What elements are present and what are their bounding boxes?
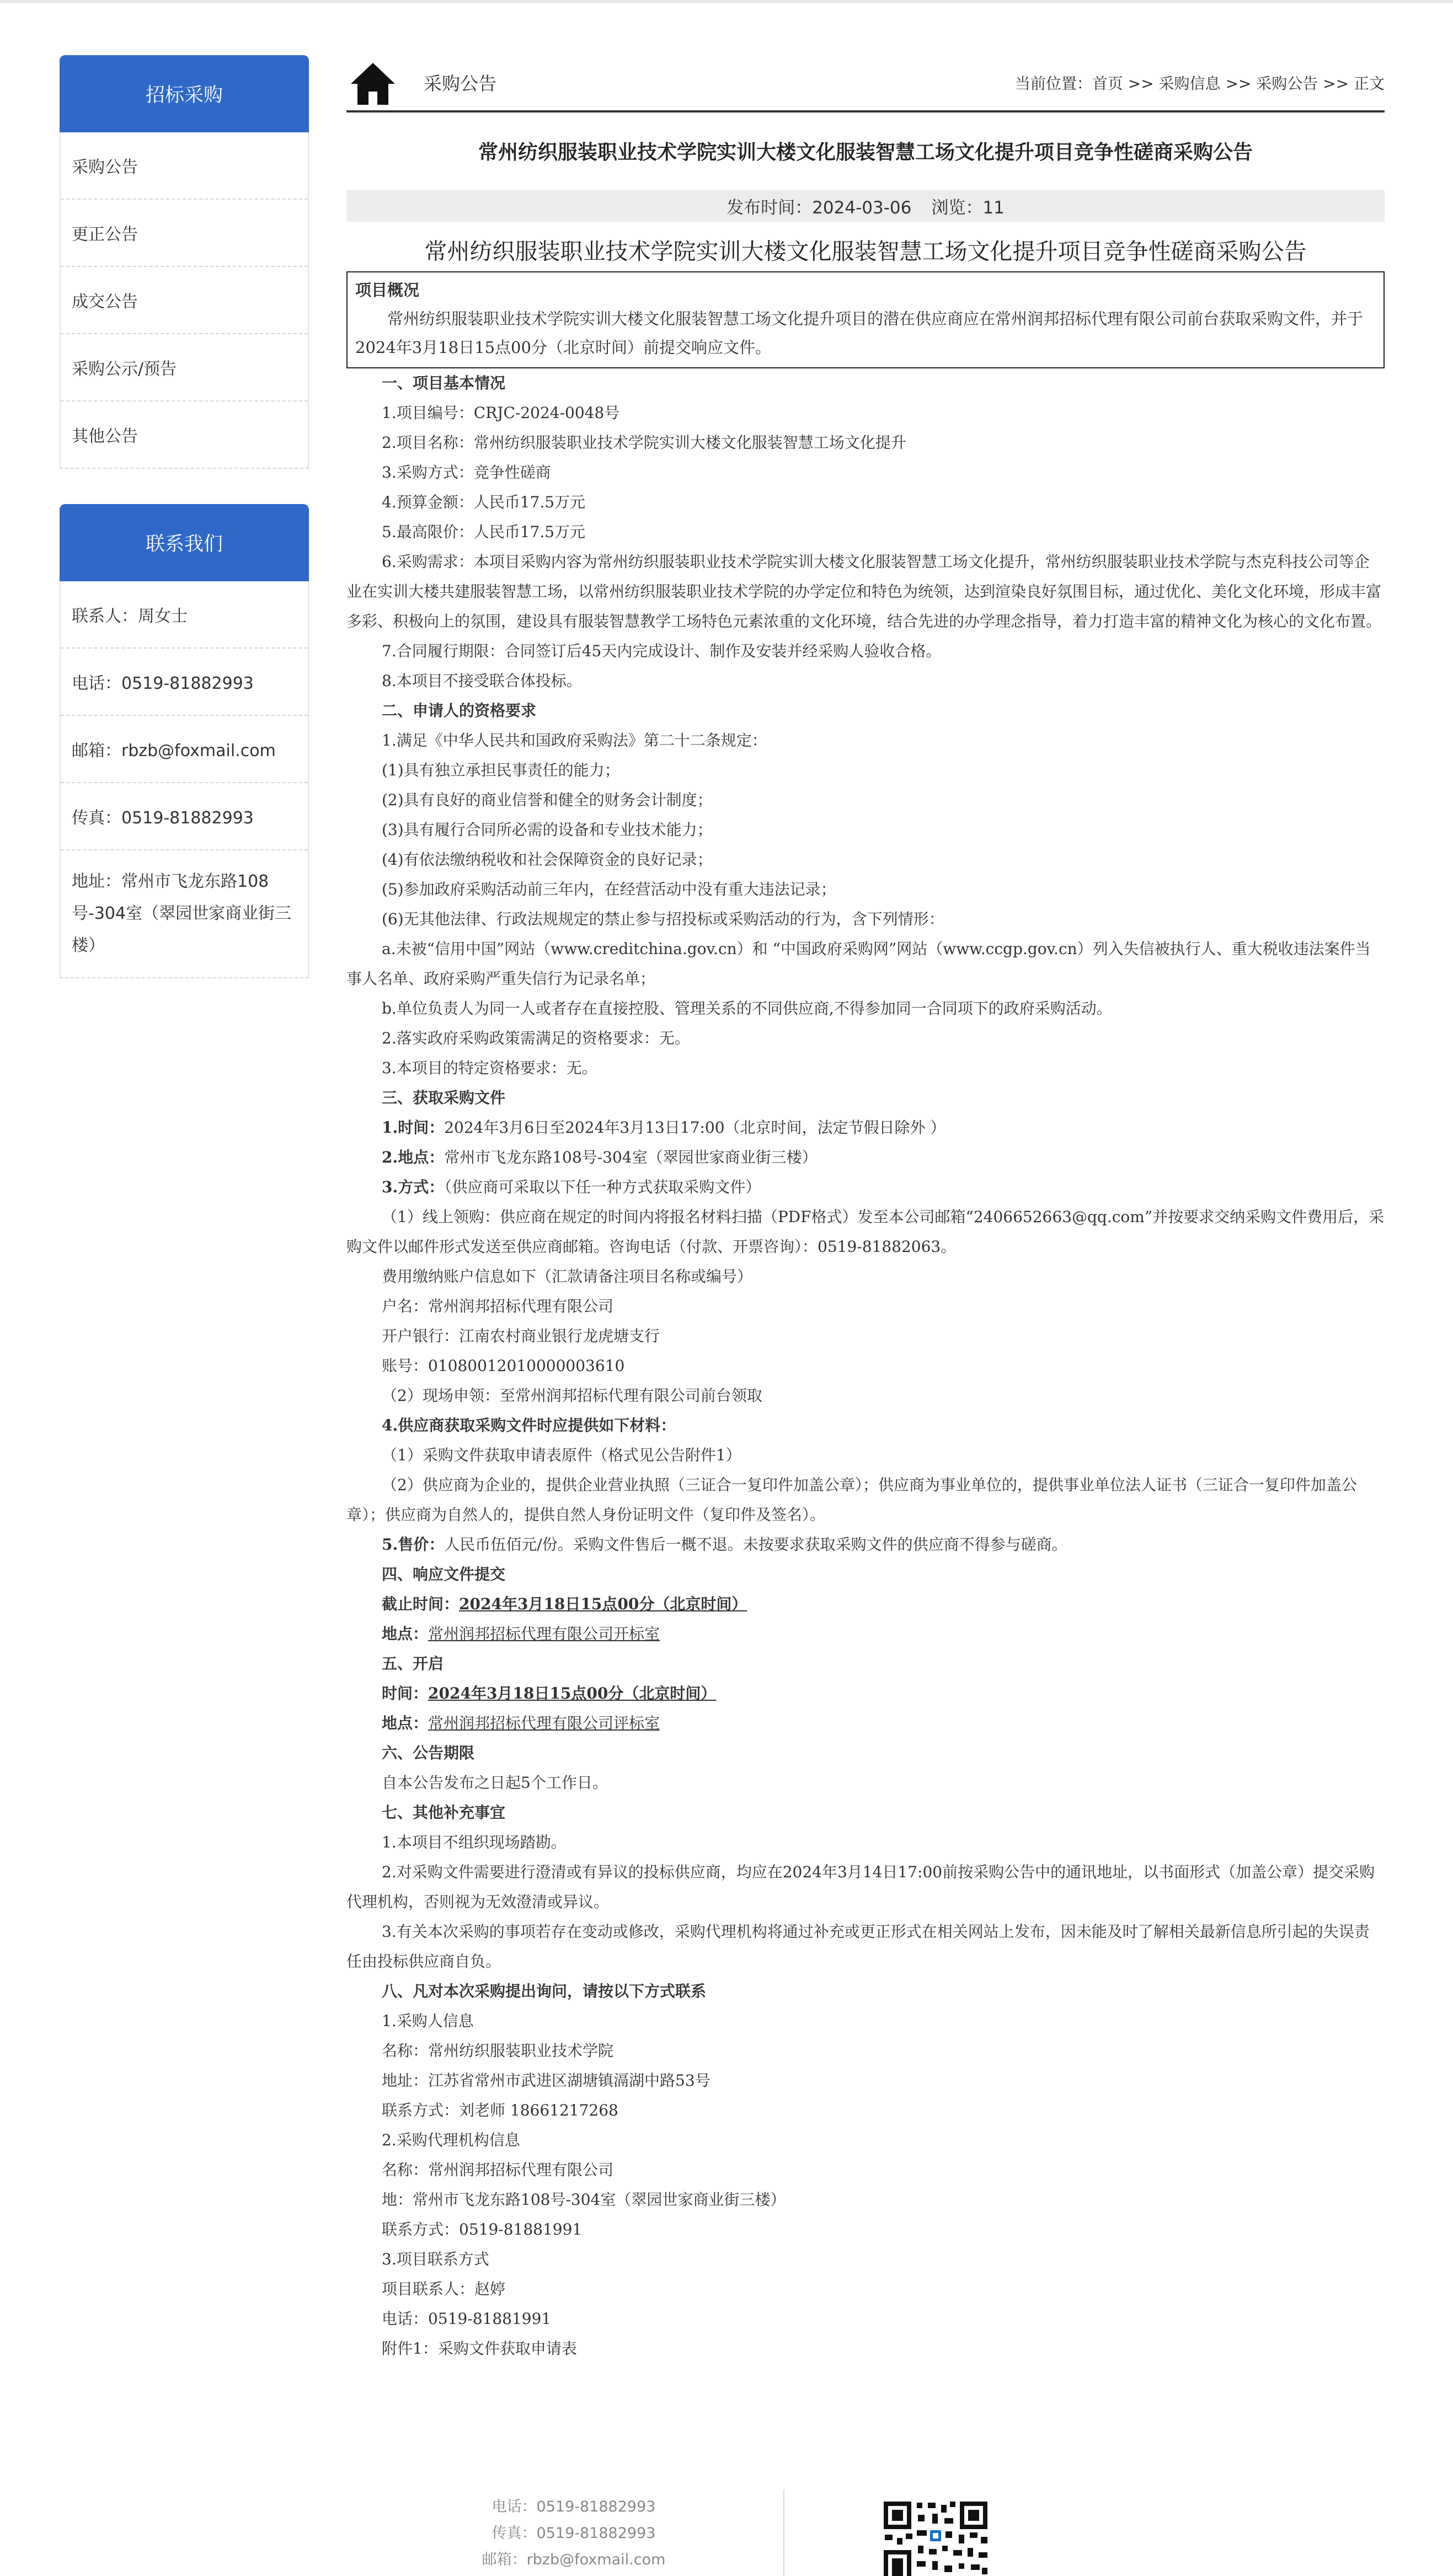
contact-address: 地址：常州市飞龙东路108号-304室（翠园世家商业街三楼） [61, 849, 308, 977]
footer-phone: 电话：0519-81882993 [492, 2498, 656, 2515]
section-heading: 一、项目基本情况 [382, 374, 506, 392]
section-heading: 二、申请人的资格要求 [382, 701, 537, 720]
section-heading: 八、凡对本次采购提出询问，请按以下方式联系 [382, 1982, 707, 2000]
footer-divider [783, 2489, 784, 2576]
paragraph: 账号：01080012010000003610 [382, 1357, 625, 1375]
footer [0, 2476, 1453, 2576]
section-heading: 五、开启 [382, 1654, 444, 1673]
qr-code-icon [882, 2499, 990, 2576]
paragraph: 名称：常州纺织服装职业技术学院 [382, 2042, 614, 2060]
deadline-value: 2024年3月18日15点00分（北京时间） [459, 1595, 747, 1613]
contact-panel [60, 504, 309, 978]
paragraph: 5.最高限价：人民币17.5万元 [382, 523, 586, 541]
overview-text: 常州纺织服装职业技术学院实训大楼文化服装智慧工场文化提升项目的潜在供应商应在常州润邦招标代理有限公司前台获取采购文件，并于2024年3月18日15点00分（北京时间）前提交响应文件。 [355, 309, 1364, 357]
paragraph: 联系方式：0519-81881991 [382, 2220, 583, 2238]
contact-fax: 传真：0519-81882993 [61, 782, 308, 849]
attachment-link[interactable]: 附件1：采购文件获取申请表 [382, 2339, 577, 2358]
paragraph: (6)无其他法律、行政法规规定的禁止参与招投标或采购活动的行为，含下列情形： [382, 910, 944, 928]
footer-email: 邮箱：rbzb@foxmail.com [482, 2551, 666, 2568]
paragraph: 名称：常州润邦招标代理有限公司 [382, 2161, 614, 2179]
inline-label: 1.时间： [382, 1118, 445, 1137]
paragraph: （2）现场申领：至常州润邦招标代理有限公司前台领取 [382, 1386, 762, 1405]
location-value: 常州润邦招标代理有限公司评标室 [428, 1714, 660, 1732]
paragraph: (5)参加政府采购活动前三年内，在经营活动中没有重大违法记录； [382, 880, 836, 898]
sidebar [60, 55, 309, 978]
section-heading: 四、响应文件提交 [382, 1565, 506, 1583]
paragraph: 3.本项目的特定资格要求：无。 [382, 1059, 597, 1077]
contact-phone: 电话：0519-81882993 [61, 647, 308, 715]
paragraph: （1）采购文件获取申请表原件（格式见公告附件1） [382, 1446, 741, 1464]
sidebar-item-deal-notice[interactable]: 成交公告 [61, 266, 308, 333]
paragraph: 8.本项目不接受联合体投标。 [382, 672, 582, 690]
paragraph: 1.满足《中华人民共和国政府采购法》第二十二条规定： [382, 731, 767, 749]
paragraph: 1.项目编号：CRJC-2024-0048号 [382, 404, 620, 422]
paragraph: 2.项目名称：常州纺织服装职业技术学院实训大楼文化服装智慧工场文化提升 [382, 433, 906, 452]
footer-fax: 传真：0519-81882993 [492, 2525, 656, 2542]
footer-contact [425, 2494, 723, 2573]
contact-header: 联系我们 [60, 504, 309, 581]
paragraph [346, 1172, 1385, 1202]
section-title: 采购公告 [424, 73, 496, 94]
paragraph: 费用缴纳账户信息如下（汇款请备注项目名称或编号） [382, 1267, 753, 1286]
paragraph: (3)具有履行合同所必需的设备和专业技术能力； [382, 821, 713, 839]
overview-label: 项目概况 [355, 281, 420, 299]
paragraph [346, 1530, 1385, 1560]
inline-value: （供应商可采取以下任一种方式获取采购文件） [444, 1178, 761, 1196]
inline-label: 地点： [382, 1625, 429, 1643]
sidebar-item-correction-notice[interactable]: 更正公告 [61, 199, 308, 266]
inline-label: 2.地点： [382, 1148, 445, 1166]
paragraph [346, 1619, 1385, 1649]
paragraph: 4.预算金额：人民币17.5万元 [382, 493, 586, 511]
paragraph [346, 1679, 1385, 1709]
paragraph: (1)具有独立承担民事责任的能力； [382, 761, 620, 779]
paragraph: 项目联系人：赵婷 [382, 2280, 506, 2298]
paragraph [346, 1589, 1385, 1619]
opening-time-value: 2024年3月18日15点00分（北京时间） [428, 1684, 717, 1702]
paragraph: 3.有关本次采购的事项若存在变动或修改，采购代理机构将通过补充或更正形式在相关网站上发布，因未能及时了解相关最新信息所引起的失误责任由投标供应商自负。 [346, 1922, 1370, 1970]
section-heading: 七、其他补充事宜 [382, 1803, 506, 1822]
main-content [346, 55, 1385, 2364]
document-title: 常州纺织服装职业技术学院实训大楼文化服装智慧工场文化提升项目竞争性磋商采购公告 [424, 238, 1307, 265]
sidebar-item-publicity-notice[interactable]: 采购公示/预告 [61, 333, 308, 400]
paragraph: 户名：常州润邦招标代理有限公司 [382, 1297, 614, 1315]
paragraph [346, 1113, 1385, 1143]
breadcrumb[interactable]: 当前位置：首页 >> 采购信息 >> 采购公告 >> 正文 [1014, 74, 1385, 93]
paragraph: （2）供应商为企业的，提供企业营业执照（三证合一复印件加盖公章）；供应商为事业单位的，提供事业单位法人证书（三证合一复印件加盖公章）；供应商为自然人的，提供自然人身份证明文件（复印件及签名）。 [346, 1476, 1357, 1524]
inline-label: 5.售价： [382, 1535, 445, 1554]
section-heading: 三、获取采购文件 [382, 1089, 506, 1107]
inline-value: 2024年3月6日至2024年3月13日17:00（北京时间，法定节假日除外 ） [444, 1118, 946, 1137]
inline-value: 人民币伍佰元/份。采购文件售后一概不退。未按要求获取采购文件的供应商不得参与磋商。 [444, 1535, 1067, 1554]
paragraph: b.单位负责人为同一人或者存在直接控股、管理关系的不同供应商,不得参加同一合同项下的政府采购活动。 [382, 999, 1112, 1017]
sidebar-item-other-notice[interactable]: 其他公告 [61, 400, 308, 468]
paragraph: 1.本项目不组织现场踏勘。 [382, 1833, 567, 1851]
paragraph: 4.供应商获取采购文件时应提供如下材料： [382, 1416, 676, 1434]
paragraph: (2)具有良好的商业信誉和健全的财务会计制度； [382, 791, 713, 809]
paragraph: 电话：0519-81881991 [382, 2310, 552, 2328]
paragraph [346, 1709, 1385, 1738]
location-value: 常州润邦招标代理有限公司开标室 [428, 1625, 660, 1643]
sidebar-item-procurement-notice[interactable]: 采购公告 [72, 158, 138, 177]
inline-label: 地点： [382, 1714, 429, 1732]
view-count: 浏览：11 [931, 197, 1005, 218]
section-heading: 六、公告期限 [382, 1744, 475, 1762]
article-body [346, 236, 1385, 2364]
paragraph: a.未被“信用中国”网站（www.creditchina.gov.cn）和 “中国政府采购网”网站（www.ccgp.gov.cn）列入失信被执行人、重大税收违法案件当事人名单、政府采购严重失信行为记录名单； [346, 940, 1371, 988]
paragraph [346, 1143, 1385, 1172]
article-meta [346, 190, 1385, 222]
inline-label: 截止时间： [382, 1595, 460, 1613]
paragraph: 1.采购人信息 [382, 2012, 474, 2030]
paragraph: 地址：江苏省常州市武进区湖塘镇滆湖中路53号 [382, 2071, 711, 2090]
paragraph: 6.采购需求：本项目采购内容为常州纺织服装职业技术学院实训大楼文化服装智慧工场文化提升，常州纺织服装职业技术学院与杰克科技公司等企业在实训大楼共建服装智慧工场，以常州纺织服装职业技术学院的办学定位和特色为统领，达到渲染良好氛围目标，通过优化、美化文化环境，形成丰富多彩、积极向上的氛围，建设具有服装智慧教学工场特色元素浓重的文化环境，结合先进的办学理念指导，着力打造丰富的精神文化为核心的文化布置。 [346, 553, 1382, 630]
section-header [346, 55, 1385, 113]
paragraph: （1）线上领购：供应商在规定的时间内将报名材料扫描（PDF格式）发至本公司邮箱“2406652663@qq.com”并按要求交纳采购文件费用后，采购文件以邮件形式发送至供应商邮箱。咨询电话（付款、开票咨询）：0519-81882063。 [346, 1208, 1385, 1256]
publish-time: 发布时间：2024-03-06 [726, 197, 912, 218]
paragraph: 开户银行：江南农村商业银行龙虎塘支行 [382, 1327, 660, 1345]
paragraph: 2.对采购文件需要进行澄清或有异议的投标供应商，均应在2024年3月14日17:00前按采购公告中的通讯地址，以书面形式（加盖公章）提交采购代理机构，否则视为无效澄清或异议。 [346, 1863, 1375, 1911]
paragraph: 3.采购方式：竞争性磋商 [382, 463, 551, 481]
paragraph: 2.落实政府采购政策需满足的资格要求：无。 [382, 1029, 690, 1047]
procurement-header: 招标采购 [60, 55, 309, 132]
home-icon[interactable] [350, 62, 396, 106]
paragraph: 自本公告发布之日起5个工作日。 [382, 1774, 608, 1792]
inline-label: 3.方式： [382, 1178, 445, 1196]
project-overview-box [346, 271, 1385, 368]
paragraph: 联系方式：刘老师 18661217268 [382, 2101, 618, 2119]
top-border [0, 0, 1453, 3]
article-title: 常州纺织服装职业技术学院实训大楼文化服装智慧工场文化提升项目竞争性磋商采购公告 [478, 141, 1253, 164]
paragraph: 地：常州市飞龙东路108号-304室（翠园世家商业街三楼） [382, 2191, 786, 2209]
inline-value: 常州市飞龙东路108号-304室（翠园世家商业街三楼） [444, 1148, 818, 1166]
paragraph: (4)有依法缴纳税收和社会保障资金的良好记录； [382, 850, 713, 869]
contact-person: 联系人：周女士 [72, 607, 188, 626]
procurement-menu [60, 132, 309, 469]
inline-label: 时间： [382, 1684, 429, 1702]
paragraph: 2.采购代理机构信息 [382, 2131, 520, 2149]
contact-list [60, 581, 309, 978]
paragraph: 3.项目联系方式 [382, 2250, 489, 2268]
paragraph: 7.合同履行期限：合同签订后45天内完成设计、制作及安装并经采购人验收合格。 [382, 642, 942, 660]
contact-email: 邮箱：rbzb@foxmail.com [61, 715, 308, 782]
